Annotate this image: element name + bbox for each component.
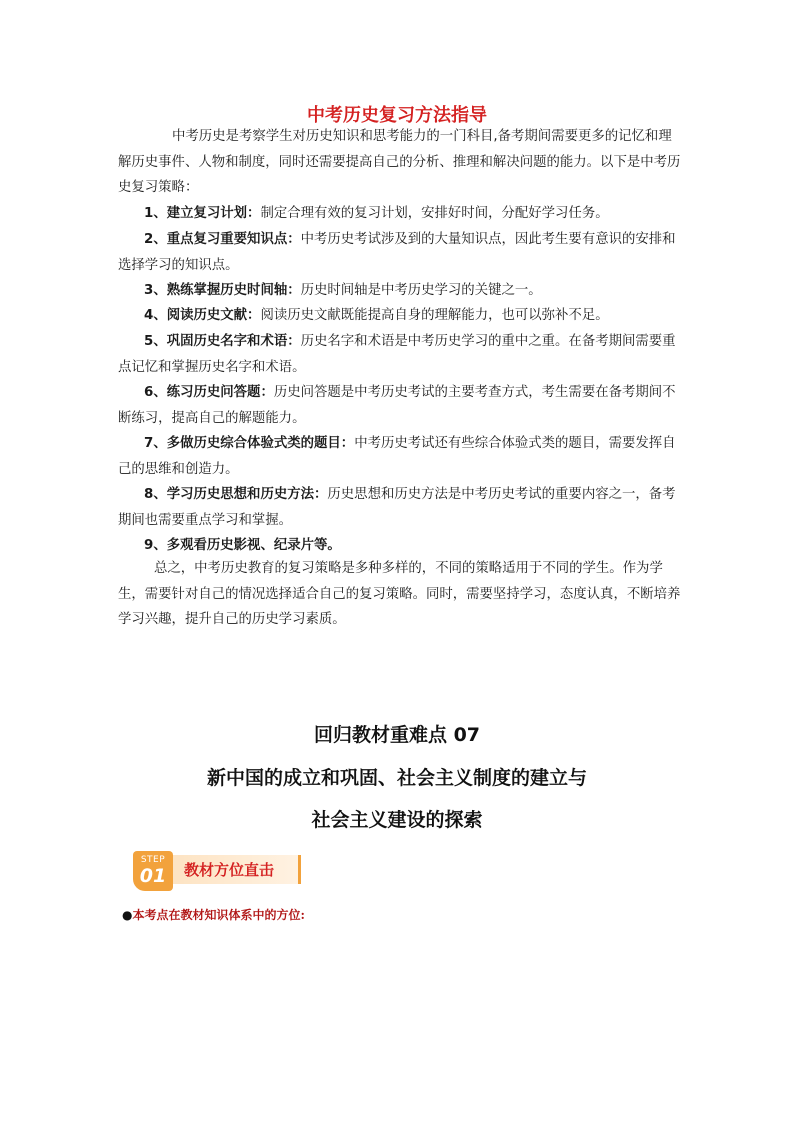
strategy-text: 历史名字和术语是中考历史学习的重中之重。在备考期间需要重点记忆和掌握历史名字和术语。 [118,334,676,375]
strategy-item-1 [118,201,684,227]
step-label: STEP [140,855,166,865]
strategy-key: 5、巩固历史名字和术语： [144,334,301,349]
step-heading: 教材方位直击 [184,861,275,879]
strategy-text: 历史思想和历史方法是中考历史考试的重要内容之一，备考期间也需要重点学习和掌握。 [118,487,676,528]
strategy-key: 2、重点复习重要知识点： [144,232,301,247]
bullet-text: 本考点在教材知识体系中的方位: [132,908,305,922]
guide-intro: 中考历史是考察学生对历史知识和思考能力的一门科目,备考期间需要更多的记忆和理解历史事件、人物和制度，同时还需要提高自己的分析、推理和解决问题的能力。以下是中考历史复习策略： [118,129,681,195]
strategy-text: 中考历史考试还有些综合体验式类的题目，需要发挥自己的思维和创造力。 [118,436,676,477]
step-number: 01 [139,865,167,887]
step-tab [170,855,301,884]
strategy-key: 7、多做历史综合体验式类的题目： [144,436,355,451]
lesson-title-line-3: 社会主义建设的探索 [311,809,483,831]
strategy-item-8 [118,482,684,533]
strategy-text: 历史时间轴是中考历史学习的关键之一。 [300,283,542,298]
strategy-text: 制定合理有效的复习计划，安排好时间，分配好学习任务。 [260,206,609,221]
strategy-item-4 [118,303,684,329]
strategy-key: 3、熟练掌握历史时间轴： [144,283,301,298]
strategy-item-6 [118,380,684,431]
strategy-key: 6、练习历史问答题： [144,385,274,400]
strategy-item-3 [118,278,684,304]
position-bullet [122,906,305,923]
strategy-text: 中考历史考试涉及到的大量知识点，因此考生要有意识的安排和选择学习的知识点。 [118,232,676,273]
strategy-text: 阅读历史文献既能提高自身的理解能力，也可以弥补不足。 [260,308,609,323]
guide-title: 中考历史复习方法指导 [307,105,487,126]
strategy-key: 9、多观看历史影视、纪录片等。 [144,538,341,553]
strategy-item-5 [118,329,684,380]
strategy-item-9 [118,533,684,559]
strategy-key: 8、学习历史思想和历史方法： [144,487,328,502]
step-banner [130,851,300,893]
lesson-title-line-2: 新中国的成立和巩固、社会主义制度的建立与 [206,767,587,789]
strategy-item-2 [118,227,684,278]
strategy-key: 4、阅读历史文献： [144,308,261,323]
lesson-title-line-1: 回归教材重难点 07 [313,724,481,746]
guide-summary: 总之，中考历史教育的复习策略是多种多样的，不同的策略适用于不同的学生。作为学生，需要针对自己的情况选择适合自己的复习策略。同时，需要坚持学习，态度认真，不断培养学习兴趣，提升自己的历史学习素质。 [118,561,681,627]
strategy-item-7 [118,431,684,482]
step-badge [133,851,173,891]
bullet-dot-icon: ● [122,908,133,922]
strategy-key: 1、建立复习计划： [144,206,261,221]
strategy-text: 历史问答题是中考历史考试的主要考查方式，考生需要在备考期间不断练习，提高自己的解题能力。 [118,385,676,426]
